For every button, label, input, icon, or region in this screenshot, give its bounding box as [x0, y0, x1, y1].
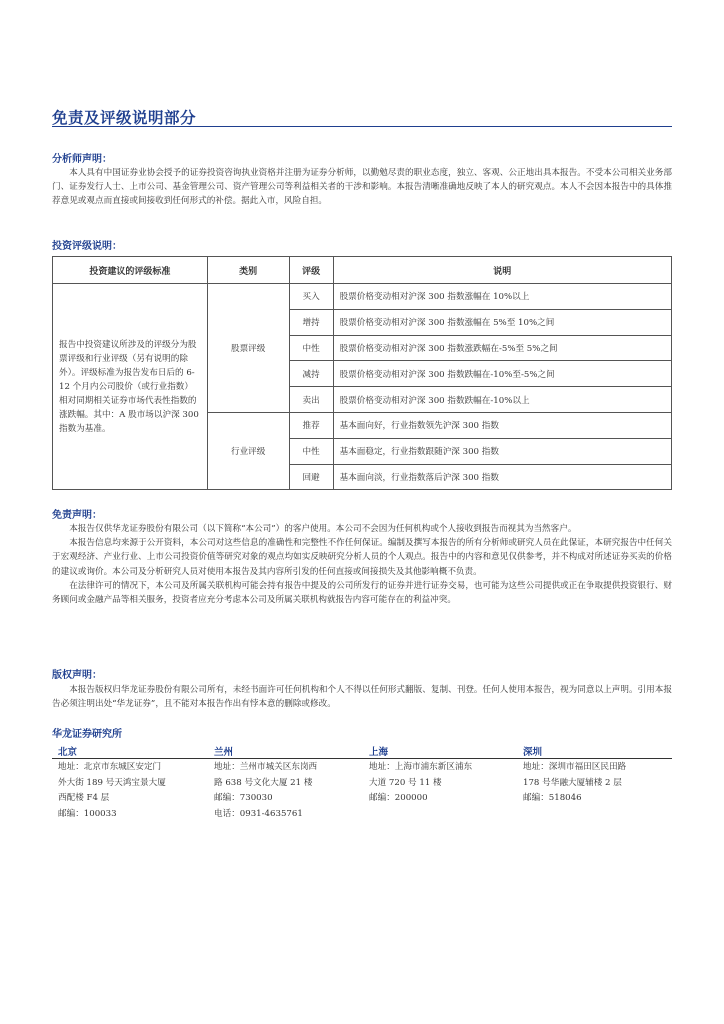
rating-standard-text: 报告中投资建议所涉及的评级分为股票评级和行业评级（另有说明的除外）。评级标准为报告发布日后的 6-12 个月内公司股价（或行业指数）相对同期相关证券市场代表性指数的涨跌幅。其中：A 股市场以沪深 300 指数为基准。: [53, 284, 208, 490]
grade-description: 基本面向淡，行业指数落后沪深 300 指数: [333, 464, 671, 490]
industry-rating-category: 行业评级: [207, 412, 289, 489]
grade-cell: 推荐: [289, 412, 333, 438]
analyst-heading: 分析师声明：: [52, 154, 112, 165]
office-line: 地址：上海市浦东新区浦东: [369, 762, 473, 772]
grade-cell: 卖出: [289, 387, 333, 413]
office-line: 大道 720 号 11 楼: [369, 777, 442, 788]
copyright-body: [52, 683, 672, 711]
office-shenzhen: [523, 760, 673, 807]
disclaimer-body: [52, 522, 672, 607]
grade-description: 股票价格变动相对沪深 300 指数跌幅在-10%以上: [333, 387, 671, 413]
copyright-text: 本报告版权归华龙证券股份有限公司所有，未经书面许可任何机构和个人不得以任何形式翻版、复制、刊登。任何人使用本报告，视为同意以上声明。引用本报告必须注明出处“华龙证券”，且不能对本报告作出有悖本意的删除或修改。: [52, 685, 672, 710]
office-line: 西配楼 F4 层: [58, 793, 110, 803]
rating-table: [52, 256, 672, 490]
header-description: 说明: [333, 257, 671, 284]
office-line: 地址：北京市东城区安定门: [58, 762, 162, 772]
analyst-text: 本人具有中国证券业协会授予的证券投资咨询执业资格并注册为证券分析师，以勤勉尽责的职业态度，独立、客观、公正地出具本报告。不受本公司相关业务部门、证券发行人士、上市公司、基金管理公司、资产管理公司等利益相关者的干涉和影响。本报告清晰准确地反映了本人的研究观点。本人不会因本报告中的具体推荐意见或观点而直接或间接收到任何形式的补偿。据此入市，风险自担。: [52, 168, 672, 207]
office-line: 外大街 189 号天鸿宝景大厦: [58, 777, 166, 788]
office-shanghai: [369, 760, 519, 807]
grade-description: 基本面稳定，行业指数跟随沪深 300 指数: [333, 438, 671, 464]
grade-description: 股票价格变动相对沪深 300 指数涨幅在 10%以上: [333, 284, 671, 310]
office-line: 地址：深圳市福田区民田路: [523, 762, 627, 772]
disclaimer-paragraph: 本报告仅供华龙证券股份有限公司（以下简称“本公司”）的客户使用。本公司不会因为任何机构或个人接收到报告而视其为当然客户。: [69, 524, 577, 534]
table-header-row: [53, 257, 672, 284]
office-line: 电话：0931-4635761: [214, 808, 303, 819]
header-standard: 投资建议的评级标准: [53, 257, 208, 284]
institute-heading: 华龙证券研究所: [52, 729, 122, 740]
grade-cell: 回避: [289, 464, 333, 490]
office-name-beijing: 北京: [58, 747, 78, 758]
copyright-heading: 版权声明：: [52, 670, 102, 681]
grade-description: 股票价格变动相对沪深 300 指数涨幅在 5%至 10%之间: [333, 309, 671, 335]
grade-description: 股票价格变动相对沪深 300 指数涨跌幅在-5%至 5%之间: [333, 335, 671, 361]
office-lanzhou: [214, 760, 364, 822]
disclaimer-heading: 免责声明：: [52, 510, 102, 521]
rating-heading: 投资评级说明：: [52, 241, 122, 252]
office-name-shenzhen: 深圳: [523, 747, 543, 758]
office-line: 路 638 号文化大厦 21 楼: [214, 777, 313, 788]
office-line: 178 号华融大厦辅楼 2 层: [523, 777, 622, 788]
header-grade: 评级: [289, 257, 333, 284]
office-line: 邮编：730030: [214, 793, 273, 803]
title-underline: [52, 126, 672, 127]
grade-cell: 中性: [289, 335, 333, 361]
disclaimer-paragraph: 本报告信息均来源于公开资料，本公司对这些信息的准确性和完整性不作任何保证。编制及撰写本报告的所有分析师或研究人员在此保证，本研究报告中任何关于宏观经济、产业行业、上市公司投资价值等研究对象的观点均如实反映研究分析人员的个人观点。报告中的内容和意见仅供参考，并不构成对所述证券买卖的价格的建议或询价。本公司及分析研究人员对使用本报告及其内容所引发的任何直接或间接损失及其他影响概不负责。: [52, 538, 672, 577]
office-beijing: [58, 760, 208, 822]
office-line: 邮编：100033: [58, 808, 117, 819]
page-title: 免责及评级说明部分: [52, 108, 197, 127]
grade-cell: 减持: [289, 361, 333, 387]
grade-description: 股票价格变动相对沪深 300 指数跌幅在-10%至-5%之间: [333, 361, 671, 387]
disclaimer-paragraph: 在法律许可的情况下，本公司及所属关联机构可能会持有报告中提及的公司所发行的证券并进行证券交易，也可能为这些公司提供或正在争取提供投资银行、财务顾问或金融产品等相关服务，投资者应充分考虑本公司及所属关联机构就报告内容可能存在的利益冲突。: [52, 580, 672, 606]
grade-cell: 买入: [289, 284, 333, 310]
header-category: 类别: [207, 257, 289, 284]
analyst-statement: [52, 166, 672, 209]
stock-rating-category: 股票评级: [207, 284, 289, 413]
grade-cell: 增持: [289, 309, 333, 335]
grade-cell: 中性: [289, 438, 333, 464]
office-line: 邮编：200000: [369, 793, 428, 803]
grade-description: 基本面向好，行业指数领先沪深 300 指数: [333, 412, 671, 438]
table-row: [53, 284, 672, 310]
office-line: 邮编：518046: [523, 793, 582, 803]
office-name-lanzhou: 兰州: [214, 747, 234, 758]
office-name-shanghai: 上海: [369, 747, 389, 758]
office-line: 地址：兰州市城关区东岗西: [214, 762, 318, 772]
